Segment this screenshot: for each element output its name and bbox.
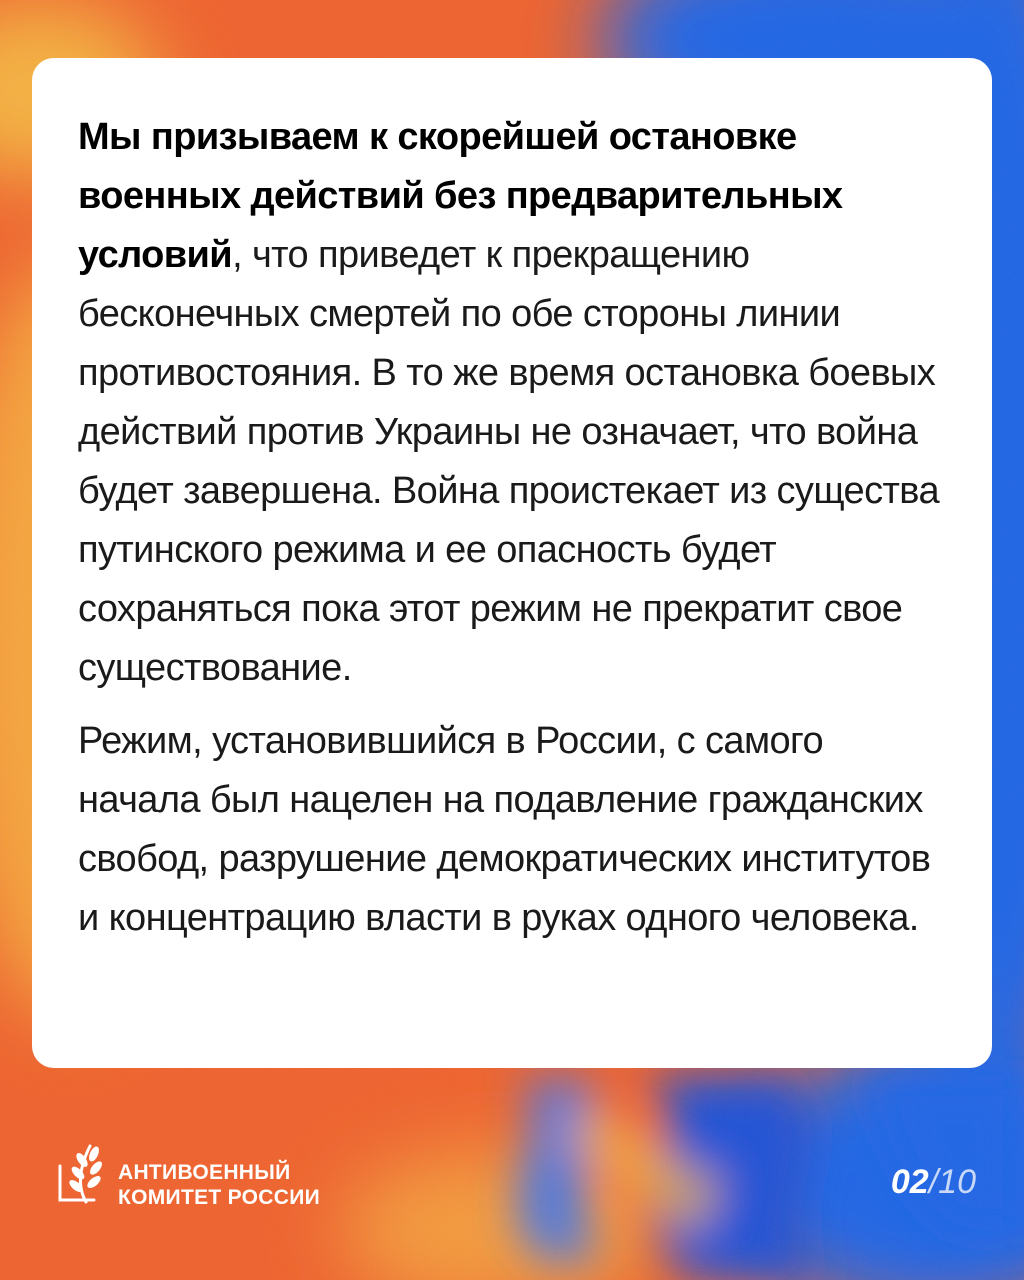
organization-name-line-2: КОМИТЕТ РОССИИ [118, 1186, 321, 1209]
paragraph-1-lead: Мы призываем к скорейшей остановке военных действий без предварительных условий [78, 116, 843, 276]
page-current: 02 [890, 1163, 929, 1201]
page-separator: / [928, 1163, 939, 1201]
page-counter [891, 1163, 976, 1202]
paragraph-2: Режим, установившийся в России, с самого начала был нацелен на подавление гражданских свобод, разрушение демократических институтов и концентрацию власти в руках одного человека. [78, 720, 931, 939]
wheat-ear-logo-icon [56, 1140, 116, 1212]
organization-name-line-1: АНТИВОЕННЫЙ [118, 1161, 291, 1184]
paragraph-1-rest: , что приведет к прекращению бесконечных смертей по обе стороны линии противостояния. В то же время остановка боевых действий против Украины не означает, что война будет завершена. Война проистекает из существа путинского режима и ее опасность будет сохраняться пока этот режим не прекратит свое существование. [78, 234, 939, 689]
organization-name [118, 1160, 320, 1210]
text-card [32, 58, 992, 1068]
page-total: 10 [938, 1163, 976, 1201]
paragraph-1 [78, 108, 952, 698]
